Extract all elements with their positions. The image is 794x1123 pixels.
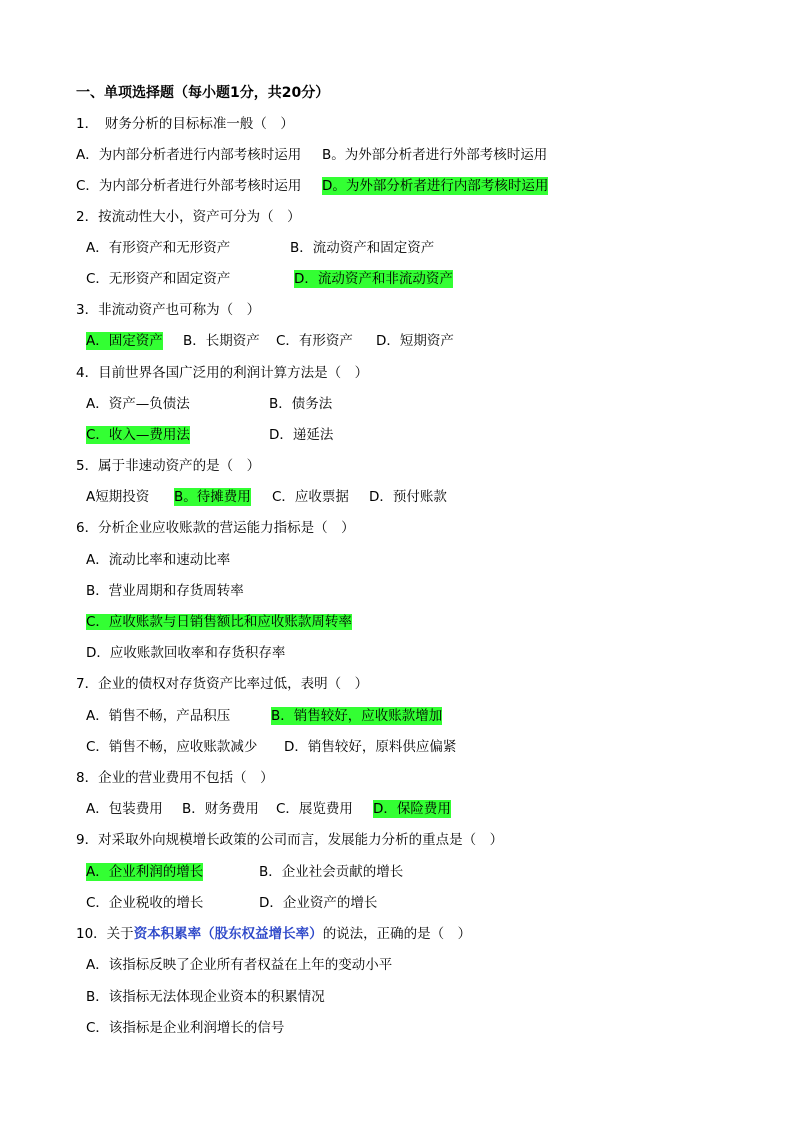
question-3-options [86, 332, 776, 350]
question-6-option-c-answer: C．应收账款与日销售额比和应收账款周转率 [86, 614, 352, 630]
question-7-option-b-answer: B．销售较好，应收账款增加 [271, 708, 443, 724]
question-1-option-b: B。为外部分析者进行外部考核时运用 [322, 147, 548, 163]
question-4-stem: 4．目前世界各国广泛用的利润计算方法是（ ） [76, 365, 369, 381]
question-9-option-a-answer: A．企业利润的增长 [86, 864, 204, 880]
question-4-options-row-1 [86, 395, 776, 413]
question-8-options [86, 800, 776, 818]
question-8-option-d-answer: D．保险费用 [373, 801, 451, 817]
question-2-option-c: C．无形资产和固定资产 [86, 271, 231, 287]
question-7-option-d: D．销售较好，原料供应偏紧 [284, 739, 457, 755]
question-9-option-b: B．企业社会贡献的增长 [259, 864, 404, 880]
question-10-stem-keyword: 资本积累率（股东权益增长率） [133, 926, 323, 942]
question-6-option-c-row [86, 613, 352, 631]
question-7-option-a: A．销售不畅，产品积压 [86, 708, 231, 724]
question-9-stem: 9．对采取外向规模增长政策的公司而言，发展能力分析的重点是（ ） [76, 832, 504, 848]
question-8-stem: 8．企业的营业费用不包括（ ） [76, 770, 274, 786]
question-4-option-d: D．递延法 [269, 427, 334, 443]
question-3-stem: 3．非流动资产也可称为（ ） [76, 302, 261, 318]
question-3-option-a-answer: A．固定资产 [86, 333, 163, 349]
question-9-options-row-1 [86, 863, 776, 881]
section-title: 一、单项选择题（每小题1分，共20分） [76, 85, 330, 101]
question-1-options-row-2 [76, 177, 776, 195]
question-4-option-a: A．资产—负债法 [86, 396, 190, 412]
question-3-option-b: B．长期资产 [183, 333, 260, 349]
question-4-option-c-answer: C．收入—费用法 [86, 427, 190, 443]
question-7-options-row-1 [86, 707, 776, 725]
question-8-option-b: B．财务费用 [182, 801, 259, 817]
question-9-options-row-2 [86, 894, 776, 912]
question-1-option-a: A．为内部分析者进行内部考核时运用 [76, 147, 302, 163]
question-3-option-c: C．有形资产 [276, 333, 353, 349]
question-9-option-c: C．企业税收的增长 [86, 895, 204, 911]
question-4-options-row-2 [86, 426, 776, 444]
question-8-option-a: A．包装费用 [86, 801, 163, 817]
question-8-option-c: C．展览费用 [276, 801, 353, 817]
question-7-stem: 7．企业的债权对存货资产比率过低，表明（ ） [76, 676, 369, 692]
question-5-option-a: A短期投资 [86, 489, 150, 505]
question-10-stem-prefix: 10．关于 [76, 926, 134, 942]
question-4-option-b: B．债务法 [269, 396, 333, 412]
question-1-stem: 1． 财务分析的目标标准一般（ ） [76, 116, 294, 132]
question-2-stem: 2．按流动性大小，资产可分为（ ） [76, 209, 301, 225]
question-10-stem-suffix: 的说法，正确的是（ ） [322, 926, 472, 942]
question-5-option-b-answer: B。待摊费用 [174, 489, 251, 505]
question-10-option-b: B．该指标无法体现企业资本的积累情况 [86, 989, 325, 1005]
question-2-option-d-answer: D．流动资产和非流动资产 [294, 271, 453, 287]
question-9-option-d: D．企业资产的增长 [259, 895, 378, 911]
question-7-option-c: C．销售不畅，应收账款减少 [86, 739, 258, 755]
question-1-option-c: C．为内部分析者进行外部考核时运用 [76, 178, 302, 194]
question-10-option-c: C．该指标是企业利润增长的信号 [86, 1020, 285, 1036]
question-10-option-a: A．该指标反映了企业所有者权益在上年的变动小平 [86, 957, 393, 973]
question-5-option-c: C．应收票据 [272, 489, 349, 505]
question-3-option-d: D．短期资产 [376, 333, 454, 349]
question-6-option-b: B．营业周期和存货周转率 [86, 583, 244, 599]
question-5-option-d: D．预付账款 [369, 489, 447, 505]
question-2-option-a: A．有形资产和无形资产 [86, 240, 231, 256]
question-2-options-row-1 [86, 239, 776, 257]
question-6-option-a: A．流动比率和速动比率 [86, 552, 231, 568]
question-5-options [86, 488, 776, 506]
question-1-options-row-1 [76, 146, 776, 164]
question-2-option-b: B．流动资产和固定资产 [290, 240, 435, 256]
question-6-option-d: D．应收账款回收率和存货积存率 [86, 645, 286, 661]
question-6-stem: 6．分析企业应收账款的营运能力指标是（ ） [76, 520, 355, 536]
question-5-stem: 5．属于非速动资产的是（ ） [76, 458, 261, 474]
question-10-stem [76, 925, 471, 943]
question-7-options-row-2 [86, 738, 776, 756]
question-1-option-d-answer: D。为外部分析者进行内部考核时运用 [322, 178, 549, 194]
question-2-options-row-2 [86, 270, 776, 288]
